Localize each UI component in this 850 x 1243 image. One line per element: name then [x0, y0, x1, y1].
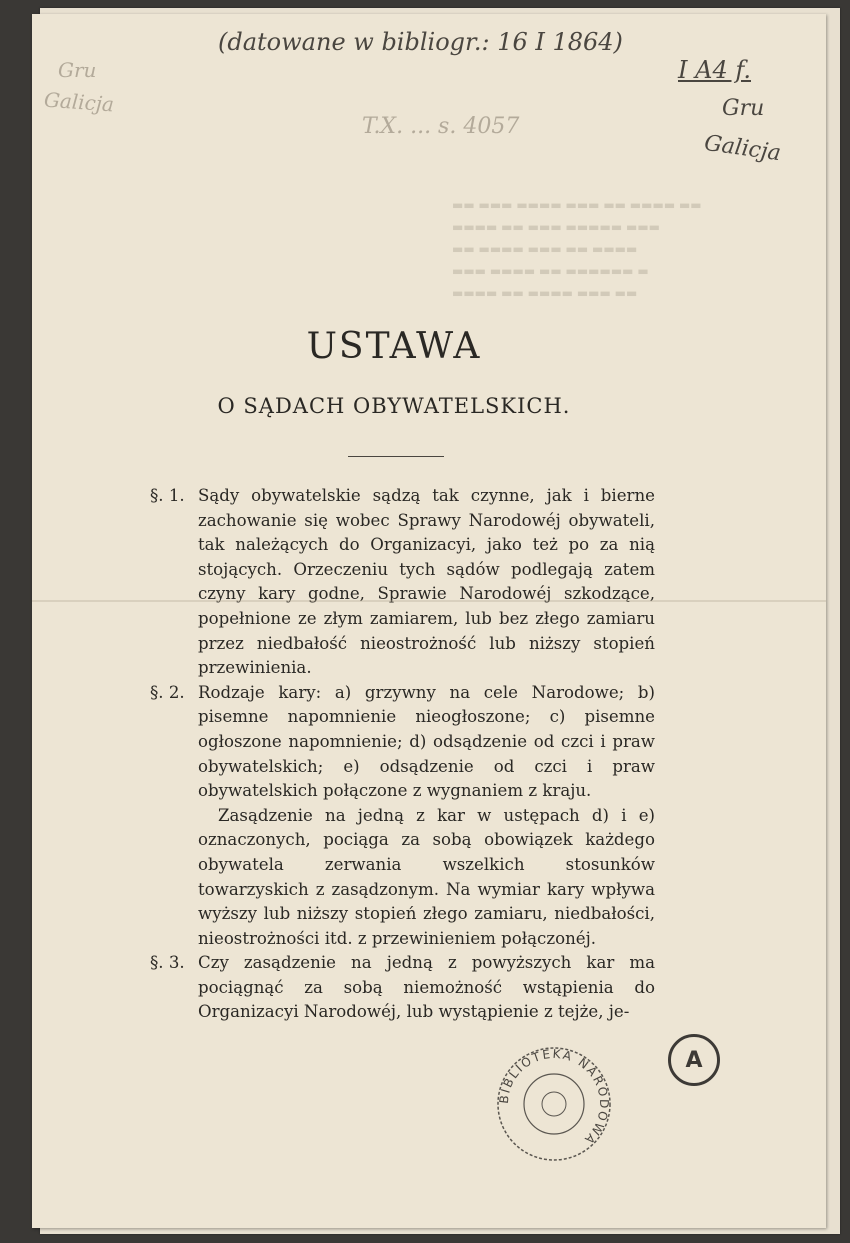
- paragraph-number: §. 3.: [150, 953, 185, 973]
- document-body: [150, 484, 655, 1025]
- document-subtitle: O SĄDACH OBYWATELSKICH.: [217, 394, 571, 418]
- bleed-through-texture: ▬▬ ▬▬▬ ▬▬▬▬ ▬▬▬ ▬▬ ▬▬▬▬ ▬▬ ▬▬▬▬ ▬▬ ▬▬▬ ▬▬▬▬▬ ▬▬▬ ▬▬ ▬▬▬▬ ▬▬▬ ▬▬ ▬▬▬▬ ▬▬▬ ▬▬▬▬ ▬▬ ▬▬▬▬▬▬ ▬ ▬▬▬▬ ▬▬ ▬▬▬▬ ▬▬▬ ▬▬: [452, 198, 702, 300]
- paragraph-number: §. 2.: [150, 682, 185, 702]
- paragraph-text: Rodzaje kary: a) grzywny na cele Narodowe; b) pisemne napomnienie nieogłoszone; c) pisemne ogłoszone napomnienie; d) odsądzenie od czci i praw obywatelskich; e) odsądzenie od czci i praw obywatelskich połączone z wygnaniem z kraju.: [198, 682, 655, 801]
- document-page: [32, 14, 826, 1228]
- paragraph-text: Czy zasądzenie na jedną z powyższych kar ma pociągnąć za sobą niemożność wstąpienia do Organizacyi Narodowéj, lub wystąpienie z tejże, je-: [198, 953, 655, 1022]
- title-divider: [348, 456, 444, 457]
- paragraph-3: [150, 951, 655, 1025]
- svg-text:BIBLIOTEKA NARODOWA: [497, 1047, 611, 1148]
- paragraph-2: [150, 681, 655, 804]
- handwritten-label-right-1: Gru: [722, 96, 765, 121]
- handwritten-label-left-2: Galicja: [43, 87, 115, 117]
- handwritten-label-right-2: Galicja: [702, 130, 783, 167]
- circle-a-stamp: A: [668, 1034, 720, 1086]
- handwritten-date-note: (datowane w bibliogr.: 16 I 1864): [218, 28, 623, 56]
- paragraph-text: Sądy obywatelskie sądzą tak czynne, jak i bierne zachowanie się wobec Sprawy Narodowéj obywateli, tak należących do Organizacyi, jako też po za nią stojących. Orzeczeniu tych sądów podlegają zatem czyny kary godne, Sprawie Narodowéj szkodzące, popełnione ze złym zamiarem, lub bez złego zamiaru przez niedbałość nieostrożność lub niższy stopień przewinienia.: [198, 486, 655, 678]
- handwritten-shelf-mark: T.X. ... s. 4057: [362, 114, 520, 139]
- handwritten-label-left-1: Gru: [58, 58, 97, 82]
- paragraph-2-continuation: Zasądzenie na jedną z kar w ustępach d) i e) oznaczonych, pociąga za sobą obowiązek każdego obywatela zerwania wszelkich stosunków towarzyskich z zasądzonym. Na wymiar kary wpływa wyższy lub niższy stopień złego zamiaru, niedbałości, nieostrożności itd. z przewinieniem połączonéj.: [198, 805, 655, 948]
- library-stamp-text: BIBLIOTEKA NARODOWA: [496, 1046, 612, 1148]
- paragraph-number: §. 1.: [150, 486, 185, 505]
- fold-line: [32, 600, 826, 602]
- paragraph-1: [150, 484, 655, 681]
- handwritten-call-number: I A4 f.: [678, 56, 751, 84]
- library-stamp: [494, 1044, 614, 1164]
- document-title: USTAWA: [306, 326, 482, 367]
